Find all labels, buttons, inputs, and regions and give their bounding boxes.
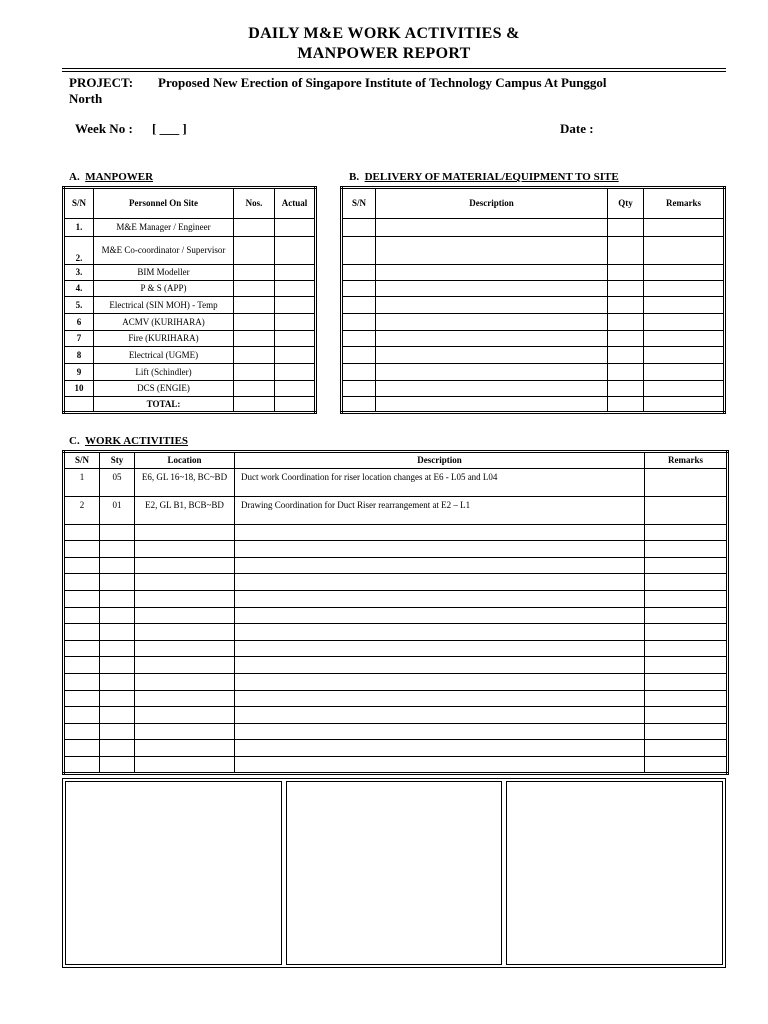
manpower-header-row <box>64 188 316 219</box>
manpower-nos-cell[interactable] <box>234 237 275 265</box>
manpower-nos-cell[interactable] <box>234 265 275 281</box>
delivery-col-sn: S/N <box>342 188 376 219</box>
manpower-col-actual: Actual <box>275 188 316 219</box>
report-title-line1: DAILY M&E WORK ACTIVITIES & <box>248 25 520 42</box>
manpower-nos-cell[interactable] <box>234 381 275 397</box>
table-row <box>64 469 728 497</box>
table-row[interactable] <box>64 691 728 707</box>
manpower-actual-cell[interactable] <box>275 219 316 237</box>
manpower-personnel: M&E Manager / Engineer <box>94 219 234 237</box>
table-row[interactable] <box>342 364 725 381</box>
table-row <box>64 219 316 237</box>
bottom-box-group <box>62 778 726 968</box>
work-col-sn: S/N <box>64 452 100 469</box>
work-col-description: Description <box>235 452 645 469</box>
manpower-nos-cell[interactable] <box>234 331 275 347</box>
manpower-personnel: M&E Co-coordinator / Supervisor <box>94 237 234 265</box>
work-title: WORK ACTIVITIES <box>85 435 189 447</box>
bottom-box-right[interactable] <box>506 781 723 965</box>
table-row[interactable] <box>342 237 725 265</box>
table-row <box>64 237 316 265</box>
week-label: Week No : <box>75 121 133 136</box>
table-row[interactable] <box>342 314 725 331</box>
work-description: Duct work Coordination for riser location changes at E6 - L05 and L04 <box>235 469 645 497</box>
manpower-personnel: DCS (ENGIE) <box>94 381 234 397</box>
work-sty: 01 <box>100 497 135 525</box>
manpower-nos-cell[interactable] <box>234 314 275 331</box>
work-location: E6, GL 16~18, BC~BD <box>135 469 235 497</box>
table-row[interactable] <box>342 265 725 281</box>
manpower-sn: 9 <box>64 364 94 381</box>
report-title-line2: MANPOWER REPORT <box>297 45 471 62</box>
delivery-col-description: Description <box>376 188 608 219</box>
manpower-actual-cell[interactable] <box>275 281 316 297</box>
delivery-col-remarks: Remarks <box>644 188 725 219</box>
manpower-sn: 4. <box>64 281 94 297</box>
manpower-heading <box>69 171 153 183</box>
table-row[interactable] <box>64 740 728 757</box>
manpower-personnel: P & S (APP) <box>94 281 234 297</box>
manpower-actual-cell[interactable] <box>275 331 316 347</box>
manpower-nos-cell[interactable] <box>234 364 275 381</box>
work-header-row <box>64 452 728 469</box>
table-row[interactable] <box>64 591 728 608</box>
table-row[interactable] <box>64 707 728 724</box>
work-col-remarks: Remarks <box>645 452 728 469</box>
manpower-actual-cell[interactable] <box>275 364 316 381</box>
manpower-personnel: Fire (KURIHARA) <box>94 331 234 347</box>
work-col-sty: Sty <box>100 452 135 469</box>
manpower-col-nos: Nos. <box>234 188 275 219</box>
manpower-personnel: Electrical (UGME) <box>94 347 234 364</box>
table-row <box>64 364 316 381</box>
manpower-total-actual[interactable] <box>275 397 316 413</box>
work-description: Drawing Coordination for Duct Riser rearrangement at E2 – L1 <box>235 497 645 525</box>
delivery-letter: B. <box>349 171 360 183</box>
title-rule-top <box>62 68 726 69</box>
table-row[interactable] <box>64 541 728 558</box>
table-row <box>64 265 316 281</box>
manpower-total-label: TOTAL: <box>94 397 234 413</box>
week-value: [ ___ ] <box>152 121 187 136</box>
bottom-box-left[interactable] <box>65 781 282 965</box>
table-row[interactable] <box>342 219 725 237</box>
manpower-sn: 7 <box>64 331 94 347</box>
work-remarks[interactable] <box>645 497 728 525</box>
manpower-total-row <box>64 397 316 413</box>
manpower-nos-cell[interactable] <box>234 219 275 237</box>
table-row <box>64 347 316 364</box>
manpower-sn: 3. <box>64 265 94 281</box>
manpower-nos-cell[interactable] <box>234 347 275 364</box>
manpower-actual-cell[interactable] <box>275 297 316 314</box>
manpower-actual-cell[interactable] <box>275 347 316 364</box>
project-text-line2: North <box>69 91 103 106</box>
work-sty: 05 <box>100 469 135 497</box>
table-row[interactable] <box>64 558 728 574</box>
project-label: PROJECT: <box>69 75 134 90</box>
table-row[interactable] <box>64 757 728 774</box>
table-row[interactable] <box>64 574 728 591</box>
table-row <box>64 331 316 347</box>
manpower-sn: 2. <box>64 237 94 265</box>
table-row[interactable] <box>64 724 728 740</box>
delivery-heading <box>349 171 619 183</box>
table-row[interactable] <box>342 381 725 397</box>
table-row[interactable] <box>64 608 728 624</box>
work-remarks[interactable] <box>645 469 728 497</box>
manpower-sn: 1. <box>64 219 94 237</box>
manpower-col-sn: S/N <box>64 188 94 219</box>
work-col-location: Location <box>135 452 235 469</box>
manpower-table <box>62 186 317 414</box>
manpower-letter: A. <box>69 171 80 183</box>
manpower-nos-cell[interactable] <box>234 281 275 297</box>
table-row[interactable] <box>342 397 725 413</box>
manpower-personnel: BIM Modeller <box>94 265 234 281</box>
manpower-actual-cell[interactable] <box>275 381 316 397</box>
manpower-personnel: Lift (Schindler) <box>94 364 234 381</box>
work-sn: 1 <box>64 469 100 497</box>
delivery-table <box>340 186 726 414</box>
table-row[interactable] <box>342 297 725 314</box>
table-row[interactable] <box>64 674 728 691</box>
manpower-personnel: Electrical (SIN MOH) - Temp <box>94 297 234 314</box>
table-row[interactable] <box>342 347 725 364</box>
delivery-col-qty: Qty <box>608 188 644 219</box>
table-row[interactable] <box>64 657 728 674</box>
title-rule-bottom <box>62 71 726 72</box>
table-row[interactable] <box>64 641 728 657</box>
manpower-sn: 5. <box>64 297 94 314</box>
delivery-title: DELIVERY OF MATERIAL/EQUIPMENT TO SITE <box>364 171 619 183</box>
work-table <box>62 450 729 775</box>
manpower-total-nos[interactable] <box>234 397 275 413</box>
work-heading <box>69 435 188 447</box>
manpower-personnel: ACMV (KURIHARA) <box>94 314 234 331</box>
table-row <box>64 314 316 331</box>
manpower-sn: 10 <box>64 381 94 397</box>
manpower-col-personnel: Personnel On Site <box>94 188 234 219</box>
table-row[interactable] <box>64 525 728 541</box>
manpower-actual-cell[interactable] <box>275 314 316 331</box>
bottom-box-middle[interactable] <box>286 781 503 965</box>
table-row <box>64 297 316 314</box>
work-location: E2, GL B1, BCB~BD <box>135 497 235 525</box>
table-row <box>64 381 316 397</box>
manpower-title: MANPOWER <box>85 171 154 183</box>
table-row <box>64 497 728 525</box>
project-text-line1: Proposed New Erection of Singapore Institute of Technology Campus At Punggol <box>158 75 607 90</box>
table-row[interactable] <box>342 281 725 297</box>
work-letter: C. <box>69 435 80 447</box>
manpower-actual-cell[interactable] <box>275 265 316 281</box>
table-row[interactable] <box>64 624 728 641</box>
manpower-actual-cell[interactable] <box>275 237 316 265</box>
date-label: Date : <box>560 121 594 136</box>
table-row[interactable] <box>342 331 725 347</box>
table-row <box>64 281 316 297</box>
delivery-header-row <box>342 188 725 219</box>
manpower-nos-cell[interactable] <box>234 297 275 314</box>
work-sn: 2 <box>64 497 100 525</box>
manpower-sn: 8 <box>64 347 94 364</box>
manpower-sn: 6 <box>64 314 94 331</box>
